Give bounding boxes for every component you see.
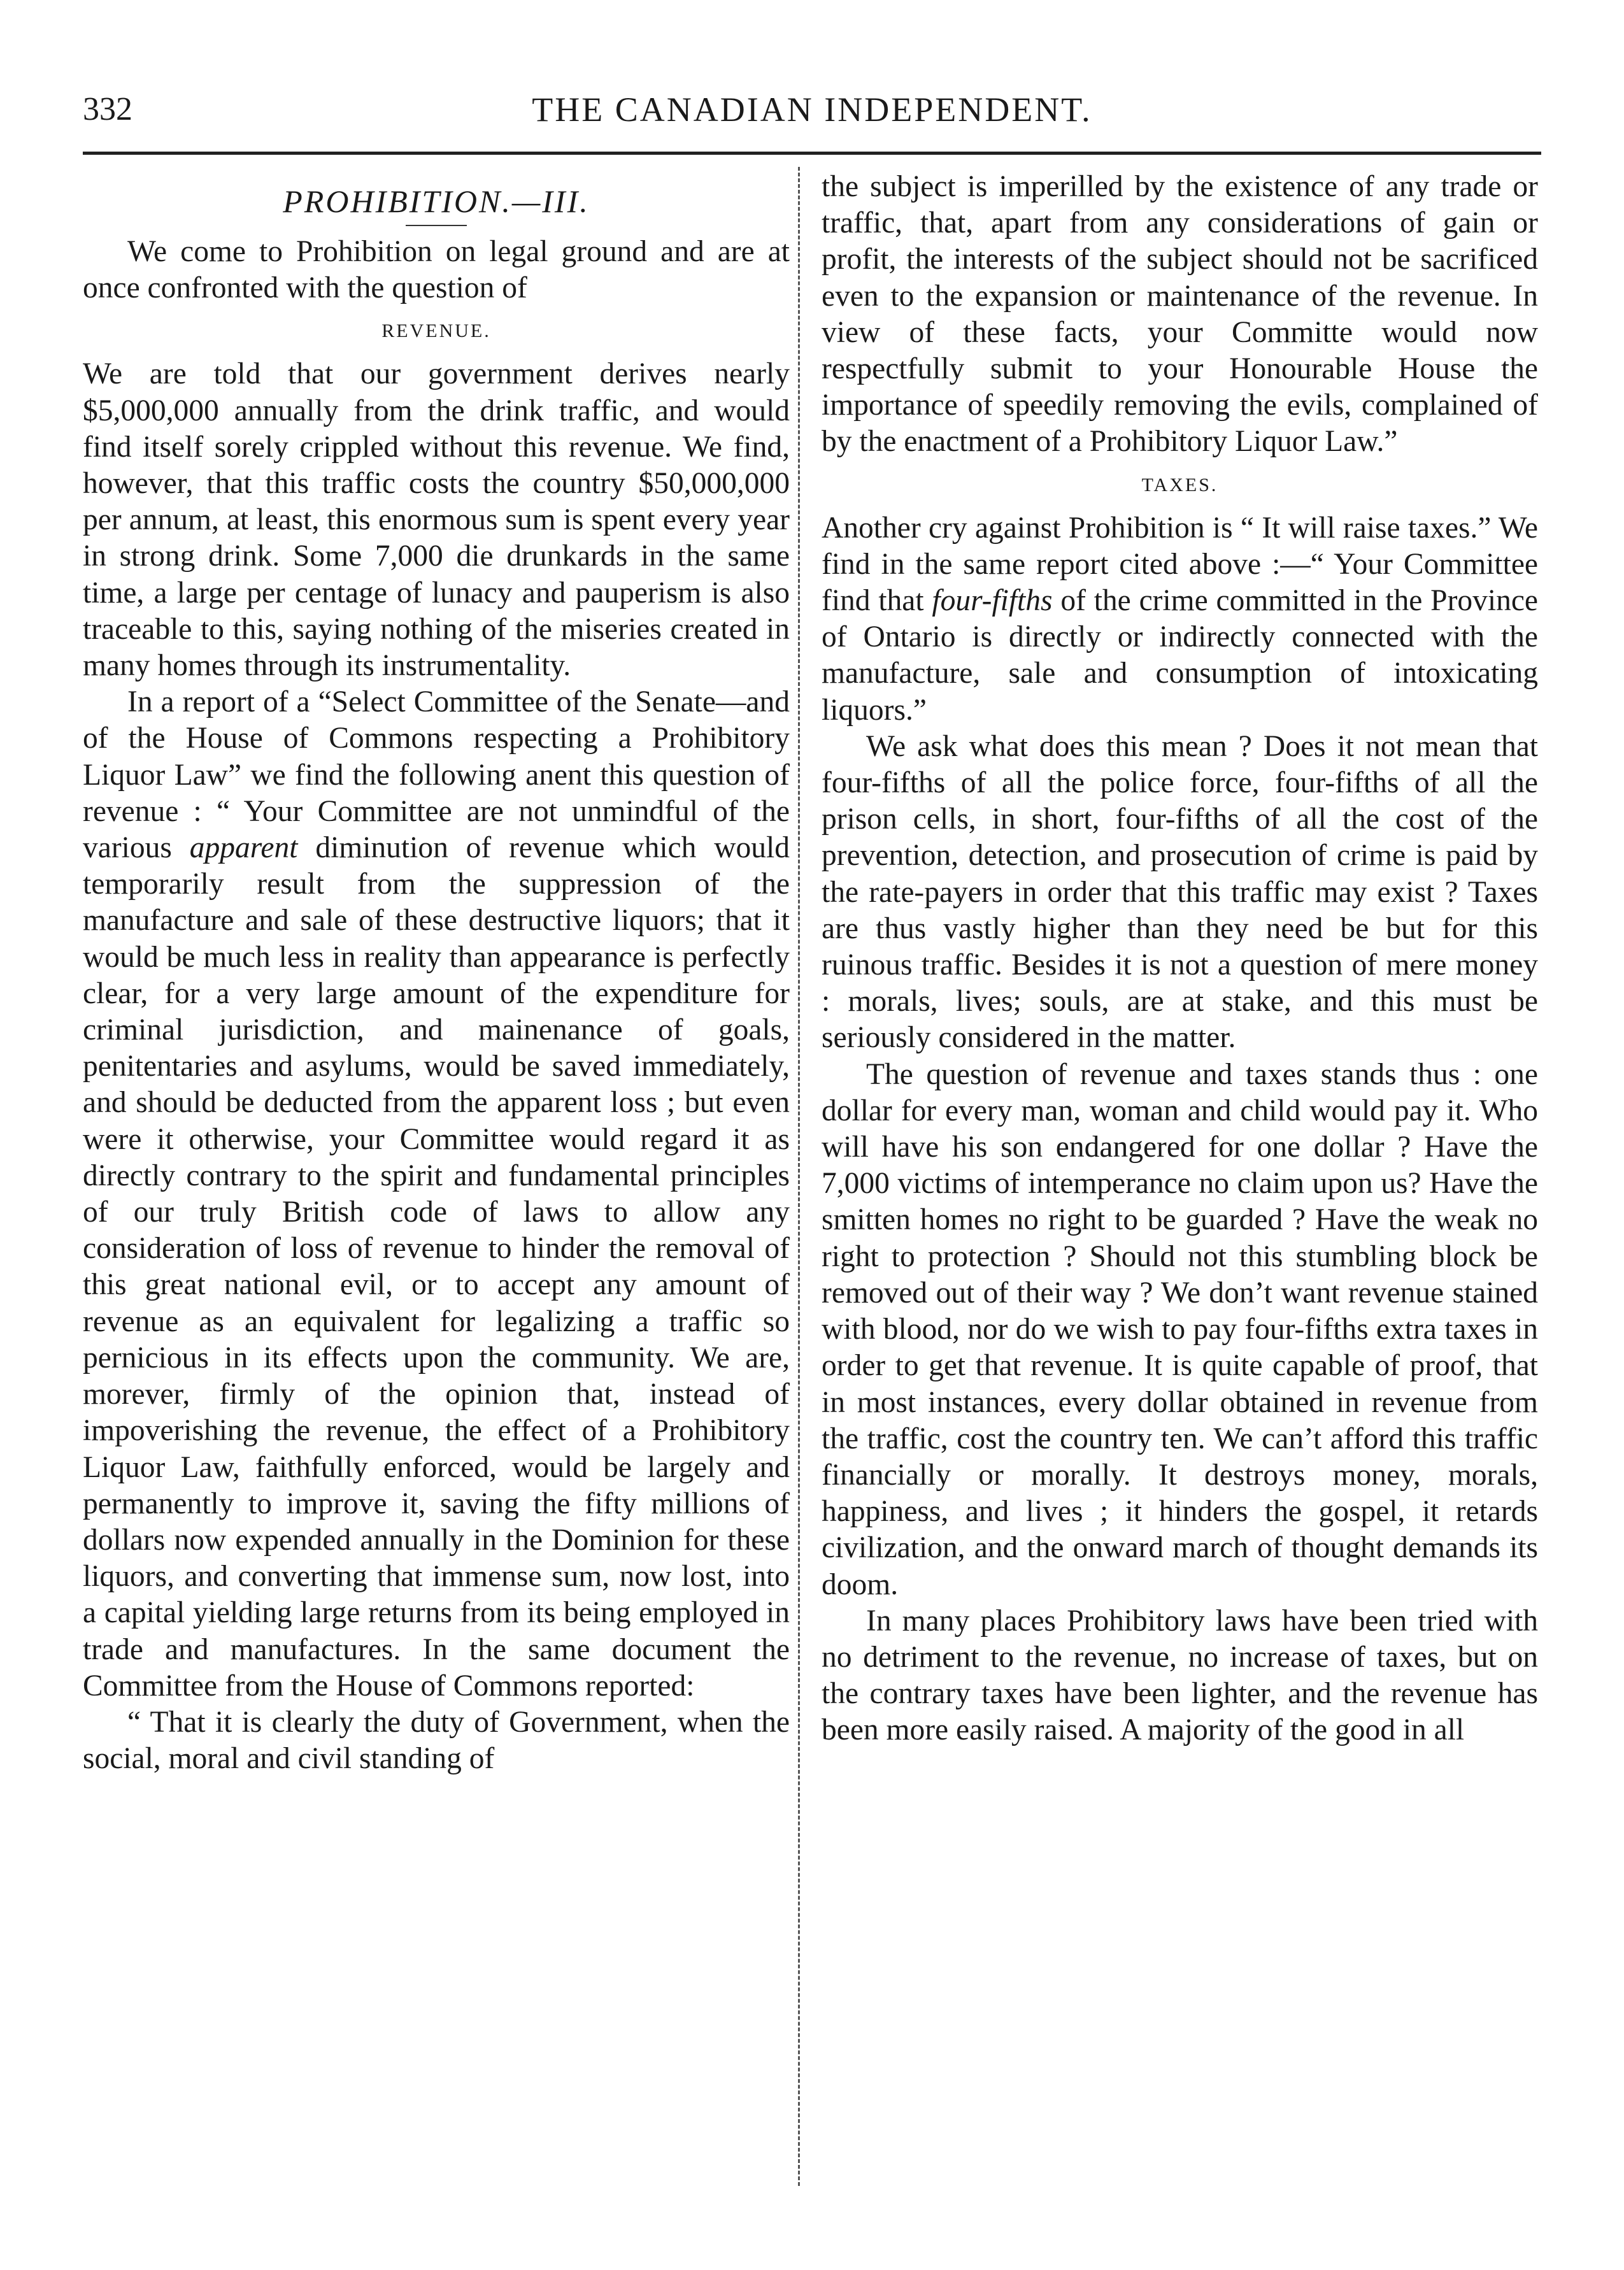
paragraph: the subject is imperilled by the existence of any trade or traffic, that, apart from any considerations of gain or profit, the interests of the subject should not be sacrificed even to the expansion or maintenance of the revenue. In view of these facts, your Committe would now respectfully submit to your Honourable House the importance of speedily removing the evils, complained of by the enactment of a Prohibitory Liquor Law.” <box>822 170 1538 459</box>
paragraph: We ask what does this mean ? Does it not mean that four-fifths of all the police force, four-fifths of all the prison cells, in short, four-fifths of all the cost of the prevention, detection, and prosecution of crime is paid by the rate-payers in order that this traffic may exist ? Taxes are thus vastly higher than they need be but for this ruinous traffic. Besides it is not a question of mere money : morals, lives; souls, are at stake, and this must be seriously considered in the matter. <box>822 729 1538 1055</box>
paragraph-text: In a report of a “Select Committee of the Senate—and of the House of Commons respecting a Prohibitory Liquor Law” we find the following anent this question of revenue : “ Your Committee are not unmindful of the various <box>83 685 790 865</box>
left-column <box>83 169 790 1777</box>
paragraph <box>822 510 1538 729</box>
paragraph: We are told that our government derives nearly $5,000,000 annually from the drink traffic, and would find itself sorely crippled without this revenue. We find, however, that this traffic costs the country $50,000,000 per annum, at least, this enormous sum is spent every year in strong drink. Some 7,000 die drunkards in the same time, a large per centage of lunacy and pauperism is also traceable to this, saying nothing of the miseries created in many homes through its instrumentality. <box>83 357 790 683</box>
section-heading-taxes: TAXES. <box>1141 474 1218 496</box>
paragraph: The question of revenue and taxes stands thus : one dollar for every man, woman and child would pay it. Who will have his son endangered for one dollar ? Have the 7,000 victims of intemperance no claim upon us? Have the smitten homes no right to be guarded ? Have the weak no right to protection ? Should not this stumbling block be removed out of their way ? We don’t want revenue stained with blood, nor do we wish to pay four-fifths extra taxes in order to get that revenue. It is quite capable of proof, that in most instances, every dollar obtained in revenue from the traffic, cost the country ten. We can’t afford this traffic financially or morally. It destroys money, morals, happiness, and lives ; it hinders the gospel, it retards civilization, and the onward march of thought demands its doom. <box>822 1057 1538 1601</box>
paragraph-text: Another cry against Prohibition is “ It will raise taxes.” We find in the same report cited above :—“ Your Committee find that <box>822 511 1538 618</box>
section-heading-revenue: REVENUE. <box>381 320 491 342</box>
emphasized-word: four-fifths <box>932 584 1053 618</box>
column-divider <box>798 167 800 2186</box>
right-column <box>822 169 1538 1749</box>
paragraph: “ That it is clearly the duty of Government, when the social, moral and civil standing of <box>83 1705 790 1776</box>
paragraph-text: diminution of revenue which would temporarily result from the suppression of the manufacture and sale of these destructive liquors; that it would be much less in reality than appearance is perfectly clear, for a very large amount of the expenditure for criminal jurisdiction, and mainenance of goals, penitentaries and asylums, would be saved immediately, and should be deducted from the apparent loss ; but even were it otherwise, your Committee would regard it as directly contrary to the spirit and fundamental principles of our truly British code of laws to allow any consideration of loss of revenue to hinder the removal of this great national evil, or to accept any amount of revenue as an equivalent for legalizing a traffic so pernicious in its effects upon the community. We are, morever, firmly of the opinion that, instead of impoverishing the revenue, the effect of a Prohibitory Liquor Law, faithfully enforced, would be largely and permanently to improve it, saving the fifty millions of dollars now expended annually in the Dominion for these liquors, and converting that immense sum, now lost, into a capital yielding large returns from its being employed in trade and manufactures. In the same document the Committee from the House of Commons reported: <box>83 831 790 1703</box>
paragraph-text: of the crime committed in the Province of Ontario is directly or indirectly connected with the manufacture, sale and consumption of intoxicating liquors.” <box>822 584 1538 727</box>
paragraph <box>83 684 790 1704</box>
title-rule <box>406 225 467 226</box>
emphasized-word: apparent <box>189 831 298 865</box>
page-header <box>83 89 1541 140</box>
article-title: PROHIBITION.—III. <box>283 183 590 219</box>
paragraph: In many places Prohibitory laws have been tried with no detriment to the revenue, no increase of taxes, but on the contrary taxes have been lighter, and the revenue has been more easily raised. A majority of the good in all <box>822 1604 1538 1747</box>
paragraph: We come to Prohibition on legal ground and are at once confronted with the question of <box>83 235 790 305</box>
page-number: 332 <box>83 91 132 127</box>
header-rule <box>83 152 1541 155</box>
running-title: THE CANADIAN INDEPENDENT. <box>532 90 1092 129</box>
